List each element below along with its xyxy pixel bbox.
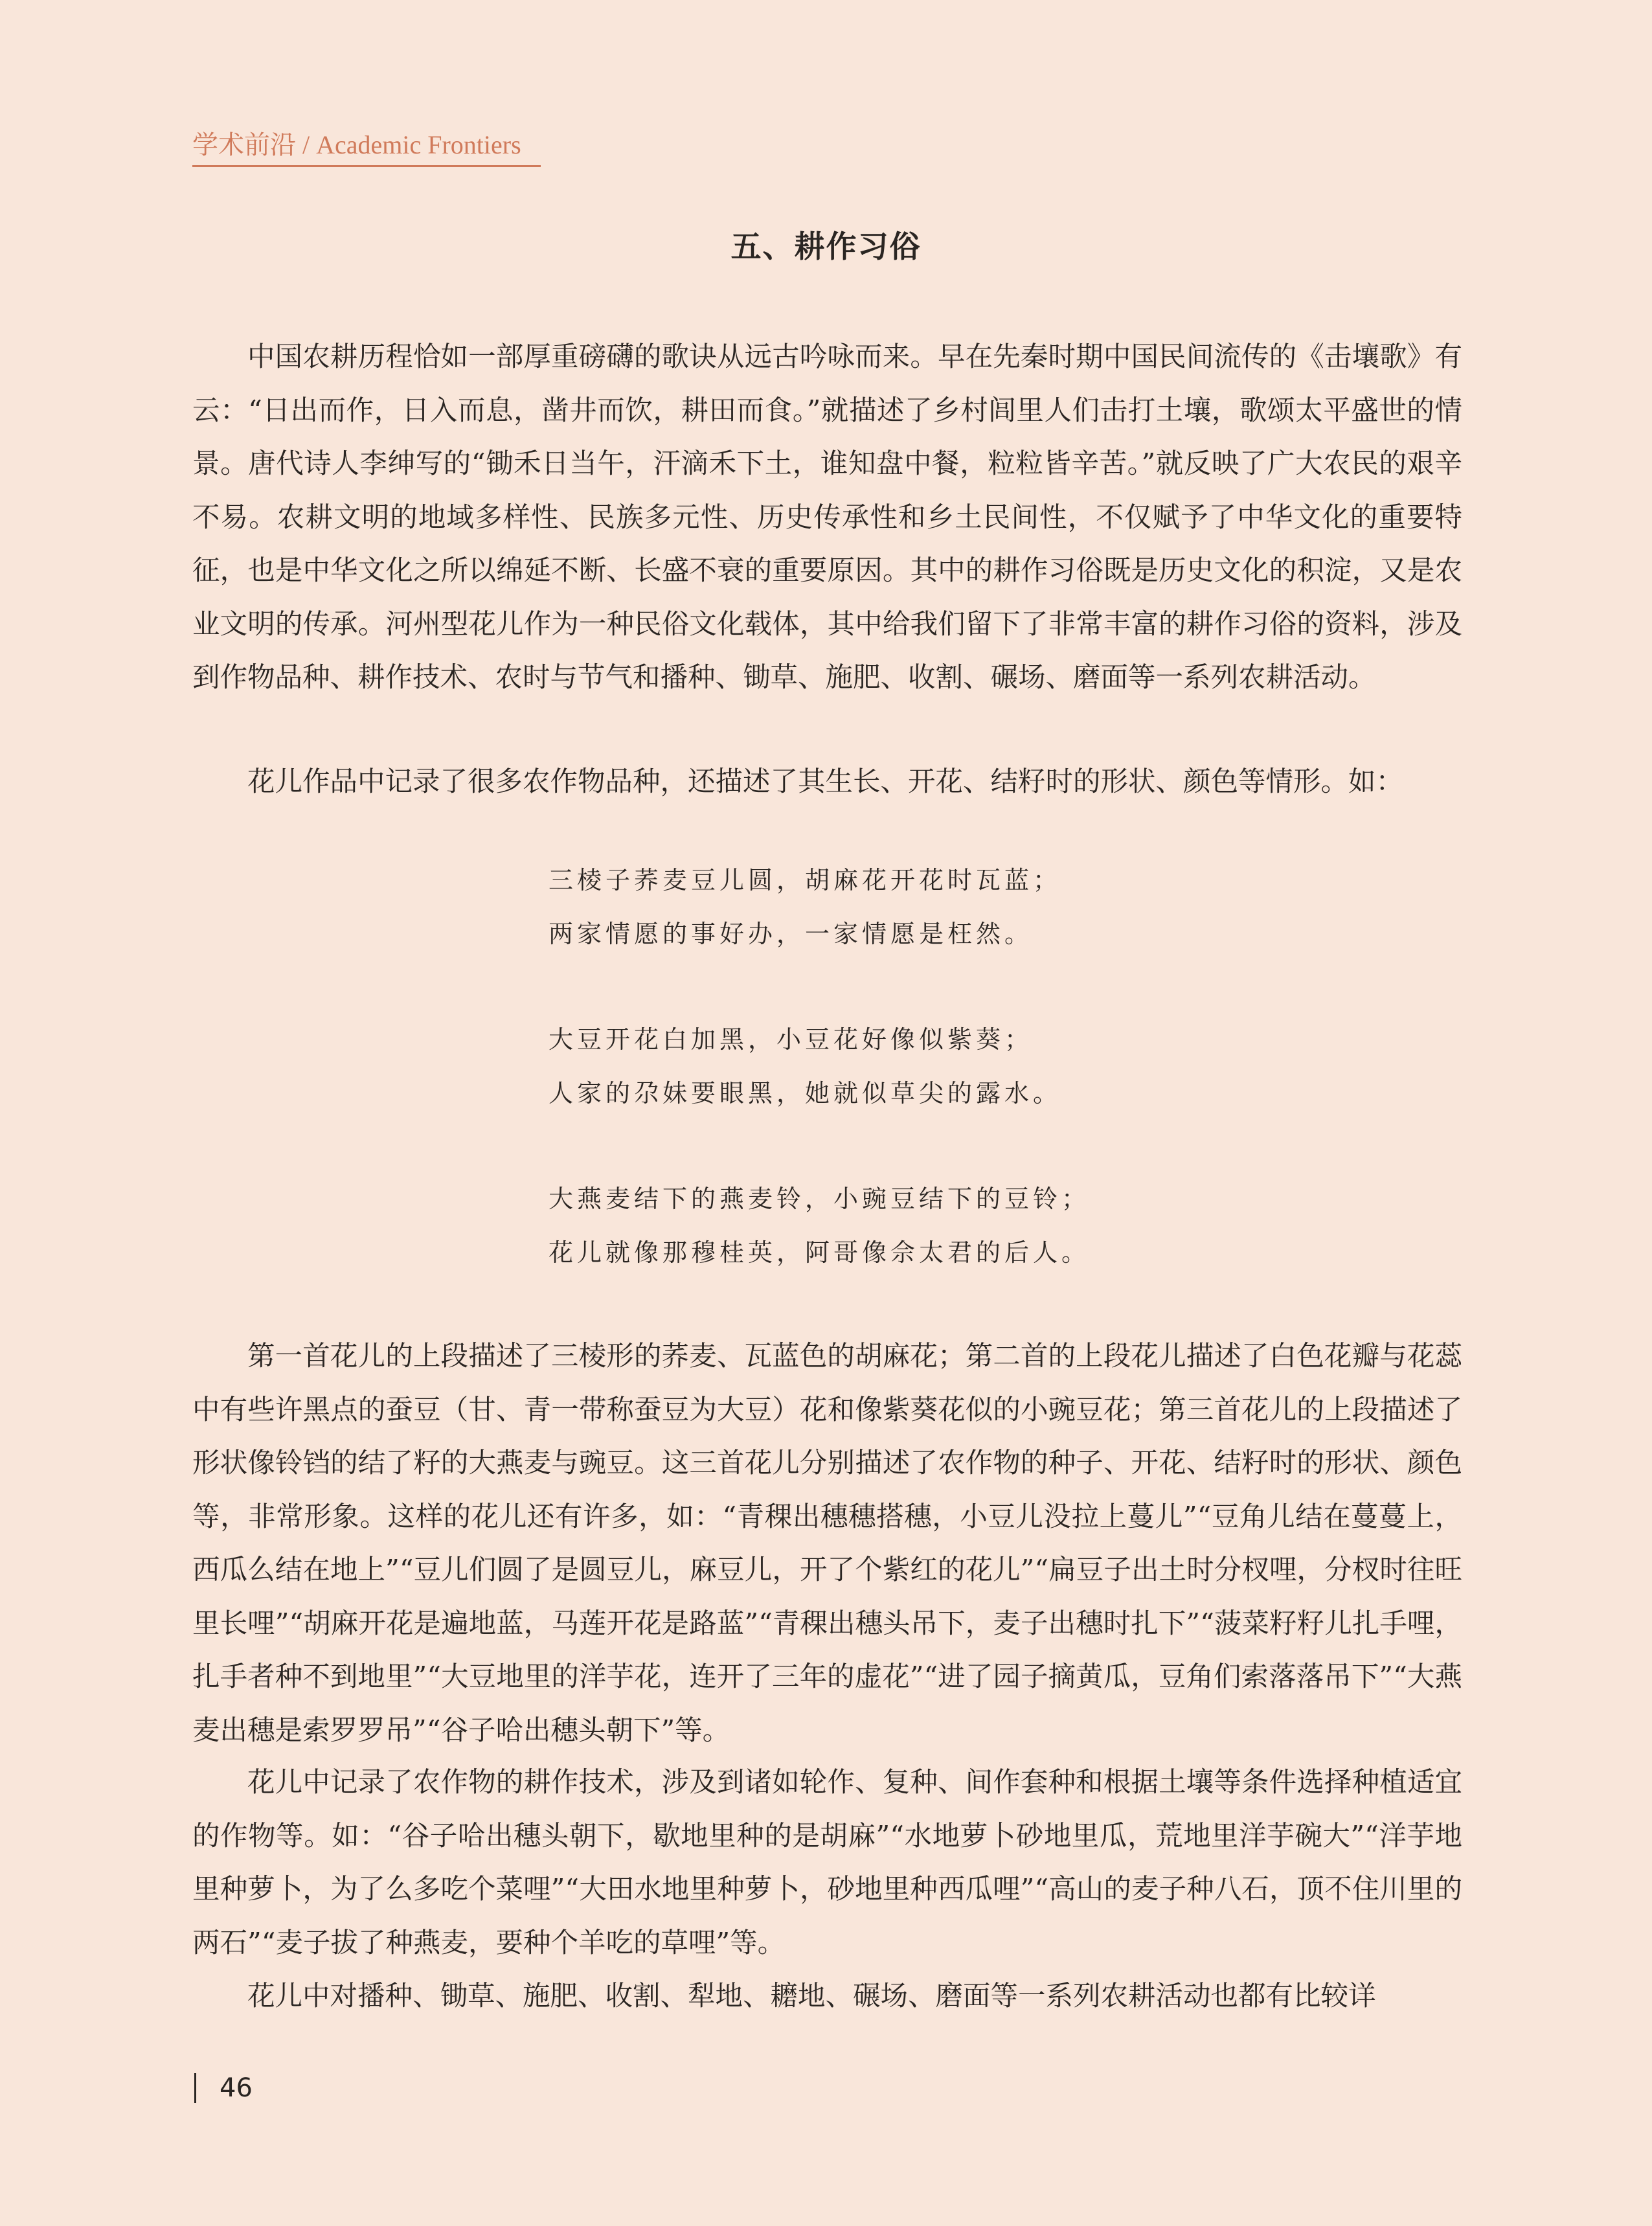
paragraph-crop-varieties: 花儿作品中记录了很多农作物品种，还描述了其生长、开花、结籽时的形状、颜色等情形。如：: [247, 766, 1404, 798]
poem-2: [549, 1013, 1455, 1120]
poem-line: 人家的尕妹要眼黑，她就似草尖的露水。: [549, 1078, 1062, 1107]
folio-divider: [194, 2073, 196, 2103]
poem-line: 花儿就像那穆桂英，阿哥像佘太君的后人。: [549, 1238, 1091, 1267]
section-title: 五、耕作习俗: [730, 229, 922, 265]
paragraph-farming-activities: 花儿中对播种、锄草、施肥、收割、犁地、耱地、碾场、磨面等一系列农耕活动也都有比较详: [247, 1981, 1376, 2012]
poem-line: 大燕麦结下的燕麦铃，小豌豆结下的豆铃；: [549, 1185, 1091, 1213]
paragraph-poem-analysis: 第一首花儿的上段描述了三棱形的荞麦、瓦蓝色的胡麻花；第二首的上段花儿描述了白色花瓣与花蕊中有些许黑点的蚕豆（甘、青一带称蚕豆为大豆）花和像紫葵花似的小豌豆花；第三首花儿的上段描述了形状像铃铛的结了籽的大燕麦与豌豆。这三首花儿分别描述了农作物的种子、开花、结籽时的形状、颜色等，非常形象。这样的花儿还有许多，如：“青稞出穗穗搭穗，小豆儿没拉上蔓儿”“豆角儿结在蔓蔓上，西瓜么结在地上”“豆儿们圆了是圆豆儿，麻豆儿，开了个紫红的花儿”“扁豆子出土时分杈哩，分杈时往旺里长哩”“胡麻开花是遍地蓝，马莲开花是路蓝”“青稞出穗头吊下，麦子出穗时扎下”“菠菜籽籽儿扎手哩，扎手者种不到地里”“大豆地里的洋芋花，连开了三年的虚花”“进了园子摘黄瓜，豆角们索落落吊下”“大燕麦出穗是索罗罗吊”“谷子哈出穗头朝下”等。: [192, 1341, 1462, 1747]
poem-line: 大豆开花白加黑，小豆花好像似紫葵；: [549, 1025, 1034, 1054]
poem-3: [549, 1172, 1455, 1279]
page-footer: [194, 2071, 253, 2105]
poem-line: 三棱子荞麦豆儿圆，胡麻花开花时瓦蓝；: [549, 866, 1062, 894]
poem-1: [549, 854, 1455, 960]
running-header: 学术前沿 / Academic Frontiers: [192, 127, 541, 167]
page-number: 46: [220, 2073, 253, 2103]
paragraph-intro: 中国农耕历程恰如一部厚重磅礴的歌诀从远古吟咏而来。早在先秦时期中国民间流传的《击壤歌》有云：“日出而作，日入而息，凿井而饮，耕田而食。”就描述了乡村闾里人们击打土壤，歌颂太平盛世的情景。唐代诗人李绅写的“锄禾日当午，汗滴禾下土，谁知盘中餐，粒粒皆辛苦。”就反映了广大农民的艰辛不易。农耕文明的地域多样性、民族多元性、历史传承性和乡土民间性，不仅赋予了中华文化的重要特征，也是中华文化之所以绵延不断、长盛不衰的重要原因。其中的耕作习俗既是历史文化的积淀，又是农业文明的传承。河州型花儿作为一种民俗文化载体，其中给我们留下了非常丰富的耕作习俗的资料，涉及到作物品种、耕作技术、农时与节气和播种、锄草、施肥、收割、碾场、磨面等一系列农耕活动。: [192, 341, 1462, 694]
poem-line: 两家情愿的事好办，一家情愿是枉然。: [549, 919, 1034, 948]
paragraph-farming-techniques: 花儿中记录了农作物的耕作技术，涉及到诸如轮作、复种、间作套种和根据土壤等条件选择种植适宜的作物等。如：“谷子哈出穗头朝下，歇地里种的是胡麻”“水地萝卜砂地里瓜，荒地里洋芋碗大”“洋芋地里种萝卜，为了么多吃个菜哩”“大田水地里种萝卜，砂地里种西瓜哩”“高山的麦子种八石，顶不住川里的两石”“麦子拔了种燕麦，要种个羊吃的草哩”等。: [192, 1767, 1462, 1959]
